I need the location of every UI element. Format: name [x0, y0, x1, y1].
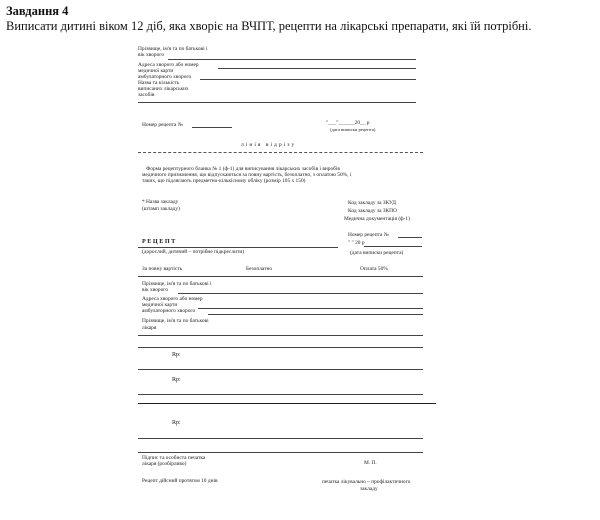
signature-line — [138, 452, 423, 453]
stub-patient-age: вік хворого — [138, 52, 165, 58]
stub-address: Адреса хворого або номер — [138, 62, 199, 68]
doctor-line-2 — [138, 347, 423, 348]
form-date-line — [364, 246, 422, 247]
doctor-name: Прізвище, ім'я та по батькові — [142, 318, 209, 324]
code-zkpo: Код закладу за ЗКПО — [348, 208, 397, 214]
form-line-2: медичного призначення, що відпускаються за повну вартість, безоплатно, з оплатою 50%, і — [142, 172, 352, 178]
med-doc: Медична документація (ф-1) — [344, 216, 410, 222]
recipe-title: РЕЦЕПТ — [142, 238, 177, 245]
code-zkud: Код закладу за ЗКУД — [348, 200, 396, 206]
rp-1: Rp: — [172, 352, 181, 358]
stub-address-line — [218, 68, 416, 69]
free: Безоплатно — [246, 266, 273, 272]
task-text: Виписати дитині віком 12 діб, яка хворіє на ВЧПТ, рецепти на лікарські препарати, які їй потрібні. — [6, 19, 532, 33]
cut-line — [138, 152, 423, 153]
form-date-caption: (дата виписки рецепта) — [350, 250, 404, 256]
stub-date: "___"______20__ р — [326, 120, 370, 126]
recipe-sub: (дорослий, дитячий – потрібне підкреслити) — [142, 249, 245, 255]
signature-1: Підпис та особиста печатка — [142, 455, 206, 461]
signature-2: лікаря (розбірливо) — [142, 461, 187, 467]
stub-drug-name: Назва та кількість — [138, 80, 180, 86]
pay-50: Оплата 50% — [360, 266, 388, 272]
stub-patient-name: Прізвище, ім'я та по батькові і — [138, 46, 208, 52]
inst-stamp: (штамп закладу) — [142, 206, 180, 212]
form-recipe-number-line — [398, 237, 422, 238]
inst-name: * Назва закладу — [142, 199, 179, 205]
cut-line-label: лінія відрізу — [241, 142, 297, 148]
rp-2: Rp: — [172, 377, 181, 383]
stub-med-card: медичної карти — [138, 68, 174, 74]
stub-recipe-number: Номер рецепта № — [142, 122, 183, 128]
stub-drugs-word: засобів — [138, 92, 155, 98]
form-patient-name: Прізвище, ім'я та по батькові і — [142, 281, 212, 287]
stub-outpatient-line — [200, 79, 416, 80]
task-title: Завдання 4 — [6, 4, 69, 18]
validity: Рецепт дійсний протягом 10 днів — [142, 478, 218, 484]
form-name-line — [178, 293, 423, 294]
form-line-3: таких, що підлягають предметно-кількісному обліку (розмір 105 х 150) — [142, 178, 306, 184]
form-line-1: Форма рецептурного бланка № 1 (ф-1) для виписування лікарських засобів і виробів — [146, 166, 340, 172]
form-patient-age: вік хворого — [142, 287, 169, 293]
payment-line — [138, 276, 423, 277]
stamp-mp: М. П. — [364, 460, 377, 466]
stub-recipe-number-line — [192, 127, 232, 128]
prescription-form — [138, 42, 438, 512]
form-address-line — [198, 308, 423, 309]
stamp-text-2: закладу — [360, 486, 378, 492]
form-outpatient-line — [208, 314, 423, 315]
form-address: Адреса хворого або номер — [142, 296, 203, 302]
doctor-line — [138, 335, 423, 336]
form-recipe-number: Номер рецепта № — [348, 232, 389, 238]
form-date: " " 20 р — [348, 240, 365, 246]
stub-drugs-prescribed: виписаних лікарських — [138, 86, 189, 92]
stub-name-line — [168, 59, 416, 60]
form-med-card: медичної карти — [142, 302, 178, 308]
form-outpatient: амбулаторного хворого — [142, 308, 196, 314]
stub-date-caption: (дата виписки рецепта) — [330, 127, 376, 132]
rp3-line-1 — [138, 438, 423, 439]
rp1-line-1 — [138, 369, 423, 370]
rp-3: Rp: — [172, 420, 181, 426]
stub-outpatient: амбулаторного хворого — [138, 74, 192, 80]
rp-separator — [138, 403, 436, 404]
full-price: За повну вартість — [142, 266, 183, 272]
stub-drugs-line — [138, 102, 416, 103]
rp2-line-1 — [138, 394, 423, 395]
doctor: лікаря — [142, 325, 157, 331]
recipe-title-line — [138, 247, 338, 248]
stamp-text-1: печатка лікувально – профілактичного — [322, 479, 411, 485]
